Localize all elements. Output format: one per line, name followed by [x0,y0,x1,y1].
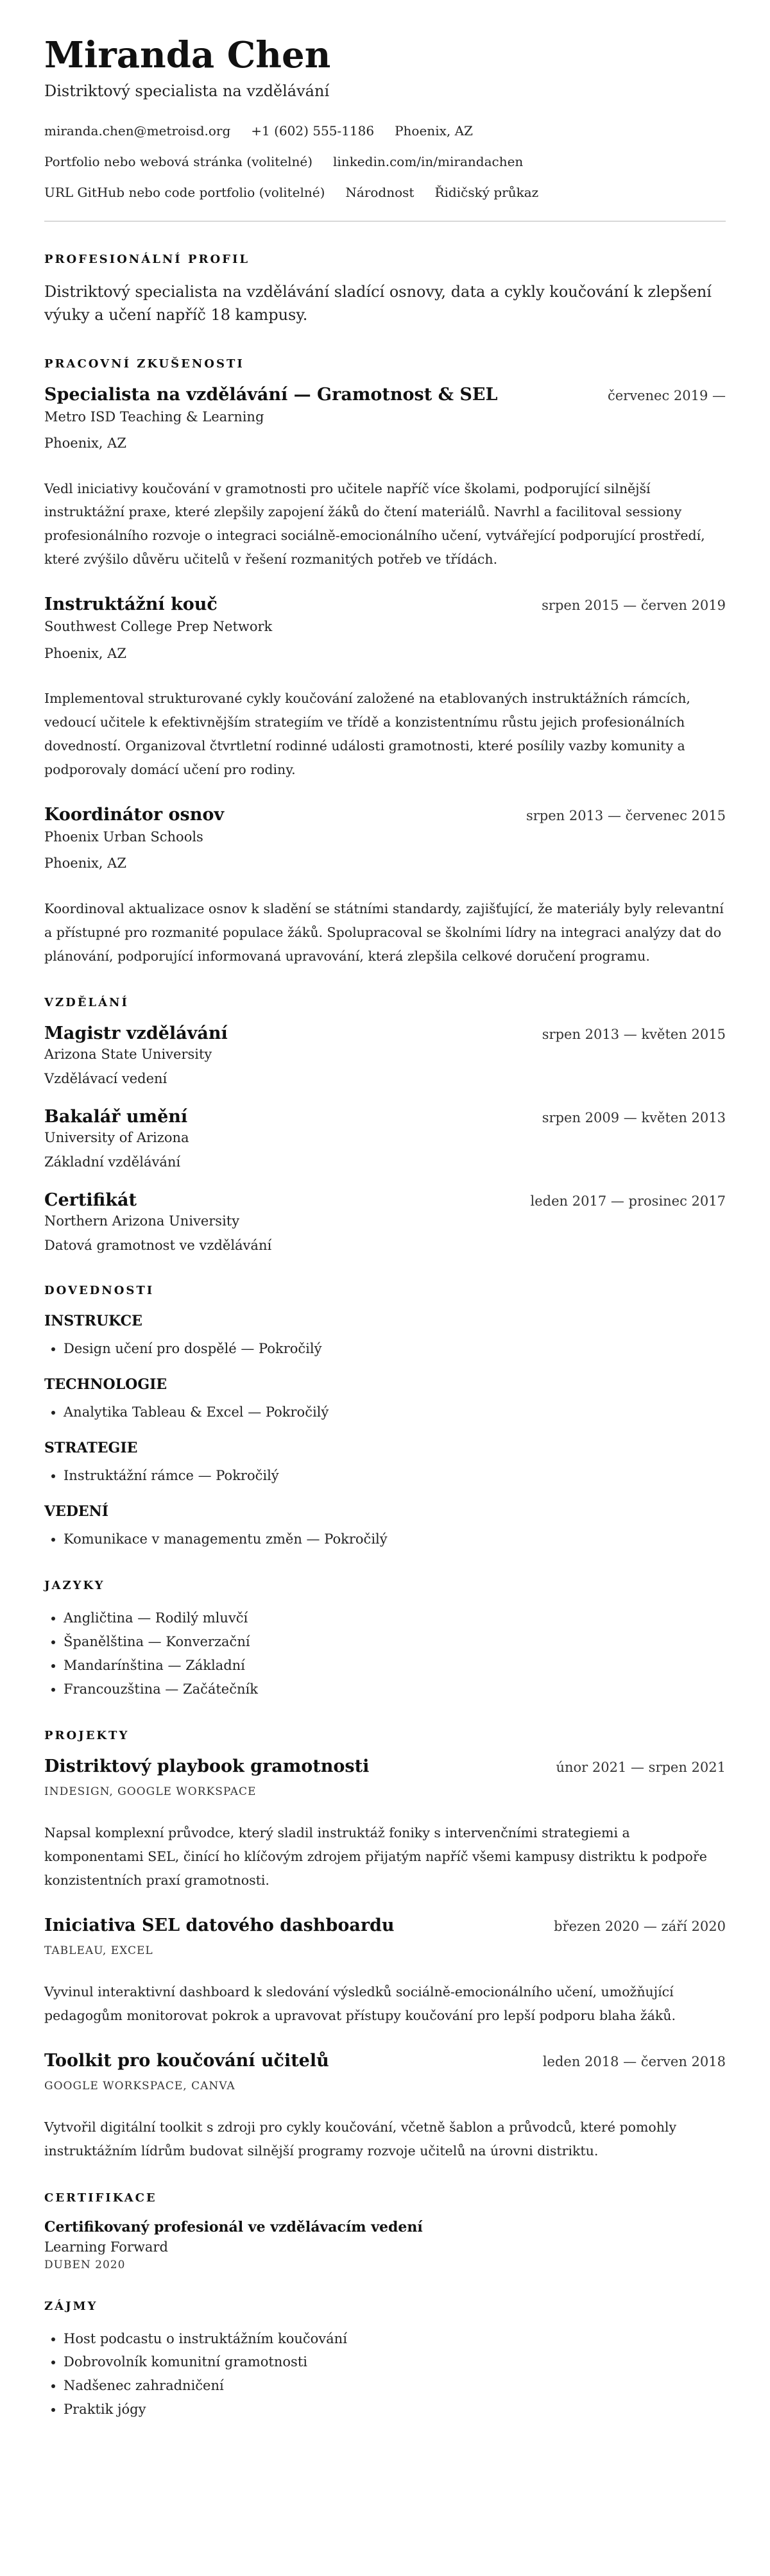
skill-list [44,1464,726,1488]
contact-location: Phoenix, AZ [395,122,473,139]
project-tech: INDESIGN, GOOGLE WORKSPACE [44,1785,257,1799]
project-date: leden 2018 — červen 2018 [542,2053,726,2069]
project-tech: GOOGLE WORKSPACE, CANVA [44,2079,235,2092]
degree-date: srpen 2009 — květen 2013 [542,1110,726,1126]
contact-phone[interactable]: +1 (602) 555-1186 [251,122,375,139]
skill-category: INSTRUKCE [44,1313,142,1330]
project-entry [44,2051,726,2163]
contact-email[interactable]: miranda.chen@metroisd.org [44,122,231,139]
project-title: Distriktový playbook gramotnosti [44,1756,370,1777]
project-title: Iniciativa SEL datového dashboardu [44,1915,395,1936]
school-name: Arizona State University [44,1047,212,1063]
project-description: Napsal komplexní průvodce, který sladil instruktáž foniky s intervenčními strategiemi a komponentami SEL, činící ho klíčovým zdrojem přijatým napříč všemi kampusy distriktu k podpoře konzistentních praxí gramotnosti. [44,1825,707,1889]
skill-list [44,1337,726,1361]
job-location: Phoenix, AZ [44,855,126,871]
education-entry [44,1190,726,1256]
interest-item: • Dobrovolník komunitní gramotnosti [64,2350,726,2374]
certification-title: Certifikovaný profesionál ve vzdělávacím vedení [44,2218,423,2235]
job-title: Instruktážní kouč [44,594,218,615]
contact-row-primary [44,122,726,140]
job-date: srpen 2015 — červen 2019 [542,598,726,614]
project-entry [44,1756,726,1892]
job-date: červenec 2019 — [607,387,726,403]
job-description: Vedl iniciativy koučování v gramotnosti pro učitele napříč více školami, podporující silnější instruktážní praxe, které zlepšily zapojení žáků do čtení materiálů. Navrhl a facilitoval sessiony profesionálního rozvoje o integraci sociálně-emocionálního učení, vytvářející podporující prostředí, které zvýšilo důvěru učitelů v řešení rozmanitých potřeb ve třídách. [44,480,705,568]
degree-date: srpen 2013 — květen 2015 [542,1027,726,1043]
experience-entry [44,385,726,572]
interest-item: • Nadšenec zahradničení [64,2374,726,2398]
certifications-section [44,2191,726,2271]
language-item: • Španělština — Konverzační [64,1630,726,1654]
skill-item: • Komunikace v managementu změn — Pokročilý [64,1528,726,1551]
skill-list [44,1401,726,1424]
education-entry [44,1107,726,1172]
certification-entry [44,2219,726,2271]
experience-entry [44,594,726,782]
job-organization: Metro ISD Teaching & Learning [44,408,264,425]
degree-field: Vzdělávací vedení [44,1070,167,1086]
skill-item: • Instruktážní rámce — Pokročilý [64,1464,726,1488]
interest-list [44,2327,726,2421]
project-tech: TABLEAU, EXCEL [44,1944,153,1958]
languages-section [44,1579,726,1701]
contact-linkedin[interactable]: linkedin.com/in/mirandachen [333,153,524,169]
degree-field: Datová gramotnost ve vzdělávání [44,1237,272,1253]
degree-title: Magistr vzdělávání [44,1023,228,1044]
project-entry [44,1915,726,2028]
job-location: Phoenix, AZ [44,645,126,661]
job-description: Koordinoval aktualizace osnov k sladění se státními standardy, zajišťující, že materiály byly relevantní a přístupné pro rozmanité populace žáků. Spolupracoval se školními lídry na integraci analýzy dat do plánování, podporující informovaná upravování, která zlepšila celkové doručení programu. [44,900,724,964]
projects-section [44,1729,726,2162]
section-title-education: VZDĚLÁNÍ [44,996,129,1010]
contact-portfolio[interactable]: Portfolio nebo webová stránka (volitelné) [44,153,313,169]
section-title-languages: JAZYKY [44,1579,105,1593]
degree-title: Certifikát [44,1190,137,1211]
job-title: Specialista na vzdělávání — Gramotnost & SEL [44,384,498,405]
section-title-projects: PROJEKTY [44,1729,130,1743]
interests-section [44,2300,726,2421]
interest-item: • Host podcastu o instruktážním koučování [64,2327,726,2351]
skill-category: TECHNOLOGIE [44,1376,167,1393]
skill-item: • Analytika Tableau & Excel — Pokročilý [64,1401,726,1424]
section-title-certifications: CERTIFIKACE [44,2191,157,2205]
experience-section [44,357,726,968]
section-title-profile: PROFESIONÁLNÍ PROFIL [44,252,250,266]
project-description: Vyvinul interaktivní dashboard k sledování výsledků sociálně-emocionálního učení, umožňující pedagogům monitorovat pokrok a upravovat přístupy koučování pro lepší podporu blaha žáků. [44,1984,676,2023]
education-section [44,996,726,1256]
skill-category: STRATEGIE [44,1439,138,1456]
profile-section [44,253,726,326]
contact-license: Řidičský průkaz [434,184,539,200]
project-date: březen 2020 — září 2020 [554,1919,726,1935]
job-location: Phoenix, AZ [44,435,126,451]
language-list [44,1606,726,1701]
language-item: • Angličtina — Rodilý mluvčí [64,1606,726,1630]
certification-issuer: Learning Forward [44,2239,168,2255]
profile-text: Distriktový specialista na vzdělávání sladící osnovy, data a cykly koučování k zlepšení výuky a učení napříč 18 kampusy. [44,282,712,324]
degree-field: Základní vzdělávání [44,1154,181,1170]
contact-row-extra [44,183,726,201]
project-description: Vytvořil digitální toolkit s zdroji pro cykly koučování, včetně šablon a průvodců, které pomohly instruktážním lídrům budovat silnější programy rozvoje učitelů na úrovni distriktu. [44,2119,677,2159]
skill-category: VEDENÍ [44,1503,109,1520]
candidate-title: Distriktový specialista na vzdělávání [44,81,330,100]
header-divider [44,221,726,222]
project-title: Toolkit pro koučování učitelů [44,2050,329,2071]
project-date: únor 2021 — srpen 2021 [556,1760,726,1776]
section-title-experience: PRACOVNÍ ZKUŠENOSTI [44,357,244,371]
education-entry [44,1023,726,1089]
contact-github[interactable]: URL GitHub nebo code portfolio (volitelné) [44,184,325,200]
contact-nationality: Národnost [345,184,415,200]
interest-item: • Praktik jógy [64,2398,726,2421]
resume-header [44,36,726,201]
skills-section [44,1284,726,1551]
school-name: University of Arizona [44,1130,189,1146]
job-organization: Phoenix Urban Schools [44,829,203,845]
skill-item: • Design učení pro dospělé — Pokročilý [64,1337,726,1361]
job-description: Implementoval strukturované cykly koučování založené na etablovaných instruktážních rámcích, vedoucí učitele k efektivnějším strategiím ve třídě a konzistentnímu růstu jejich profesionálních dovedností. Organizoval čtvrtletní rodinné události gramotnosti, které posílily vazby komunity a podporovaly domácí učení pro rodiny. [44,691,690,777]
section-title-skills: DOVEDNOSTI [44,1284,155,1298]
language-item: • Mandarínština — Základní [64,1654,726,1678]
job-title: Koordinátor osnov [44,804,225,825]
candidate-name: Miranda Chen [44,34,331,76]
job-date: srpen 2013 — červenec 2015 [526,807,726,823]
contact-row-links [44,153,726,171]
degree-date: leden 2017 — prosinec 2017 [530,1193,726,1209]
school-name: Northern Arizona University [44,1213,240,1229]
certification-date: DUBEN 2020 [44,2258,126,2271]
degree-title: Bakalář umění [44,1107,188,1127]
skill-list [44,1528,726,1551]
experience-entry [44,805,726,968]
section-title-interests: ZÁJMY [44,2299,98,2313]
job-organization: Southwest College Prep Network [44,619,273,635]
language-item: • Francouzština — Začátečník [64,1678,726,1701]
